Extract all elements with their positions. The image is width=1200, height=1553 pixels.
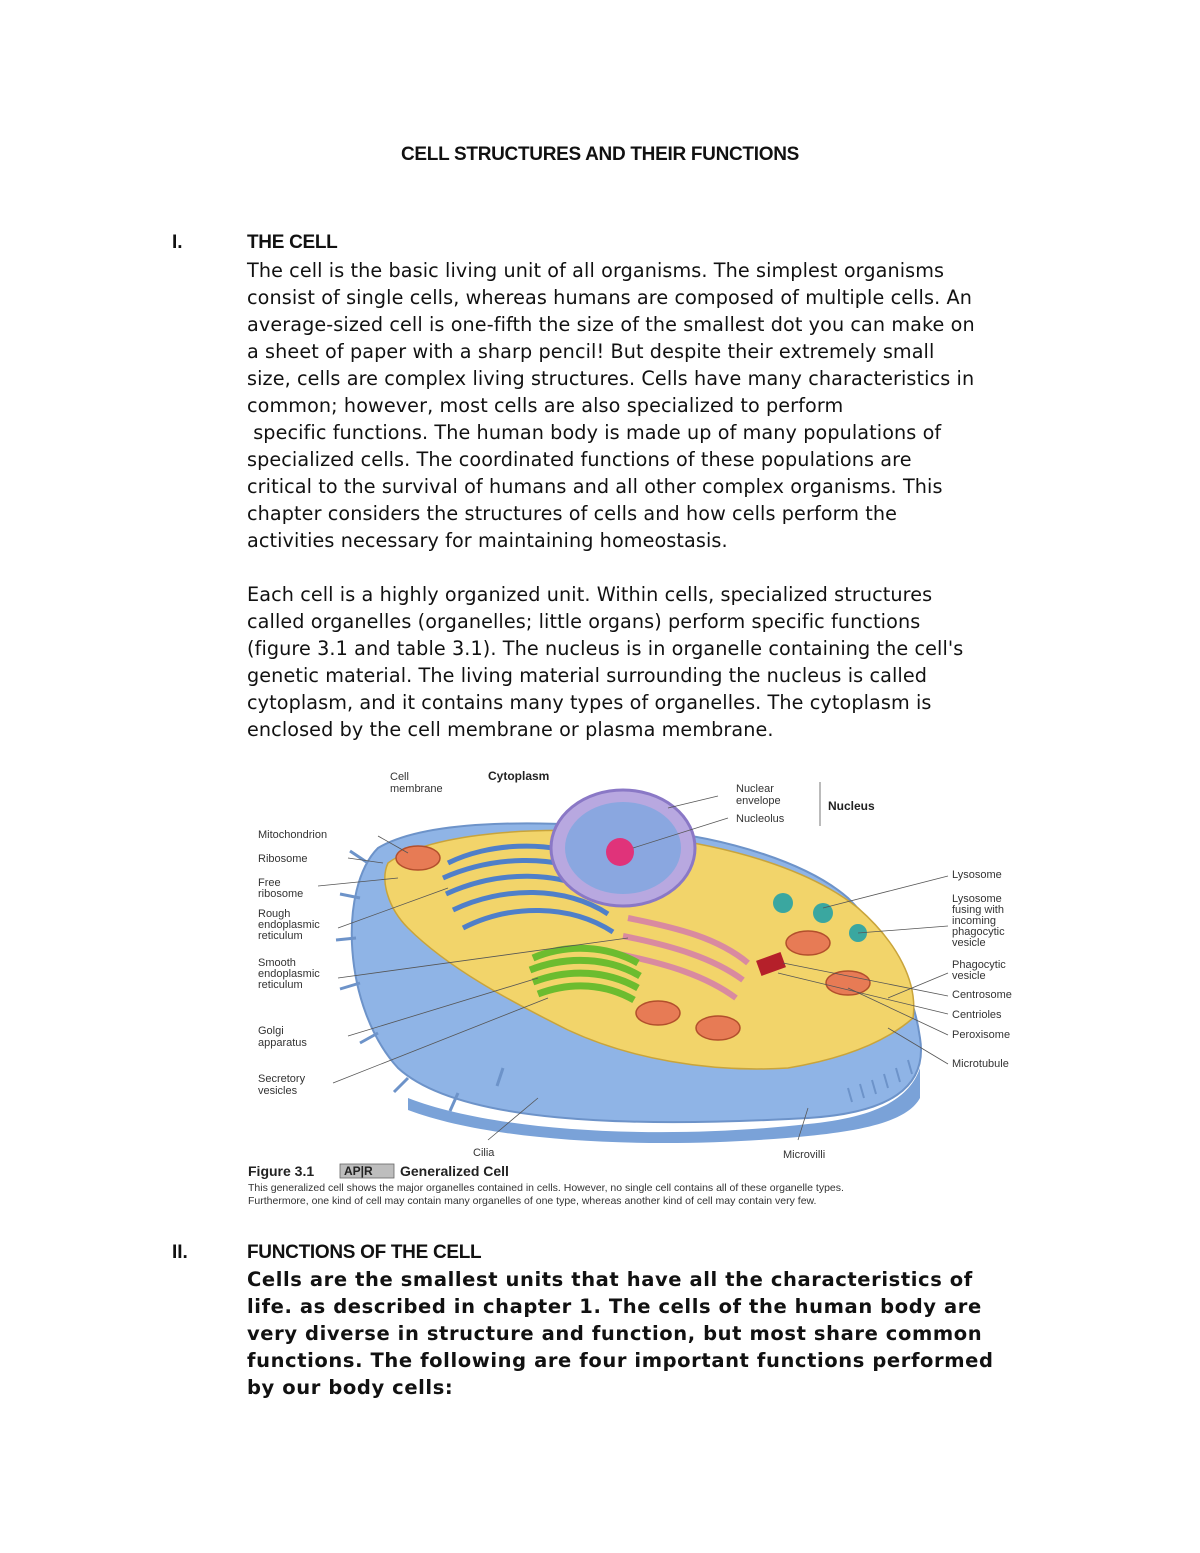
text-line: cytoplasm, and it contains many types of organelles. The cytoplasm is <box>247 691 932 714</box>
label-nucleolus: Nucleolus <box>736 813 785 825</box>
section-1-heading: THE CELL <box>247 232 338 253</box>
label-cell: Cell <box>390 771 409 783</box>
figure-number: Figure 3.1 <box>248 1163 315 1179</box>
label-microvilli: Microvilli <box>783 1149 826 1161</box>
lysosome-shape <box>773 893 793 913</box>
text-line: (figure 3.1 and table 3.1). The nucleus is in organelle containing the cell's <box>247 637 964 660</box>
label-golgi: Golgi <box>258 1025 284 1037</box>
section-1-number: I. <box>172 232 183 253</box>
text-line: Each cell is a highly organized unit. Within cells, specialized structures <box>247 583 933 606</box>
label-centrosome: Centrosome <box>952 989 1012 1001</box>
label-envelope: envelope <box>736 795 781 807</box>
label-cilia: Cilia <box>473 1147 495 1159</box>
text-line: life. as described in chapter 1. The cells of the human body are <box>247 1295 982 1318</box>
nucleolus-shape <box>606 838 634 866</box>
text-line: specific functions. The human body is made up of many populations of <box>247 421 942 444</box>
mitochondrion-shape <box>826 971 870 995</box>
label-vesicles: vesicles <box>258 1085 298 1097</box>
label-peroxisome: Peroxisome <box>952 1029 1011 1041</box>
text-line: chapter considers the structures of cells and how cells perform the <box>247 502 898 525</box>
text-line: called organelles (organelles; little organs) perform specific functions <box>247 610 921 633</box>
label-ribosome: Ribosome <box>258 853 308 865</box>
text-line: specialized cells. The coordinated functions of these populations are <box>247 448 912 471</box>
label-endoplasmic: endoplasmic <box>258 919 320 931</box>
mitochondrion-shape <box>696 1016 740 1040</box>
label-smooth: Smooth <box>258 957 296 969</box>
text-line: by our body cells: <box>247 1376 454 1399</box>
figure-caption-line: This generalized cell shows the major organelles contained in cells. However, no single cell contains all of these organelle types. <box>248 1182 844 1194</box>
section-2-number: II. <box>172 1242 188 1263</box>
label-vesicle-2: vesicle <box>952 970 986 982</box>
section-2-paragraph <box>247 1266 1077 1401</box>
label-lysosome-2: Lysosome <box>952 893 1002 905</box>
text-line: common; however, most cells are also specialized to perform <box>247 394 844 417</box>
label-phagocytic-2: Phagocytic <box>952 959 1006 971</box>
label-free: Free <box>258 877 281 889</box>
label-nucleus: Nucleus <box>828 799 875 813</box>
text-line: a sheet of paper with a sharp pencil! But despite their extremely small <box>247 340 935 363</box>
apr-badge-text: AP|R <box>344 1164 373 1178</box>
text-line: activities necessary for maintaining homeostasis. <box>247 529 728 552</box>
label-lysosome: Lysosome <box>952 869 1002 881</box>
mitochondrion-shape <box>636 1001 680 1025</box>
section-1-paragraph-1 <box>247 257 1077 554</box>
label-endoplasmic-2: endoplasmic <box>258 968 320 980</box>
cell-diagram-figure <box>248 768 1060 1208</box>
section-1-paragraph-2 <box>247 581 1077 743</box>
label-membrane: membrane <box>390 783 443 795</box>
text-line: size, cells are complex living structures. Cells have many characteristics in <box>247 367 975 390</box>
text-line: very diverse in structure and function, but most share common <box>247 1322 983 1345</box>
text-line: The cell is the basic living unit of all organisms. The simplest organisms <box>247 259 945 282</box>
label-nuclear: Nuclear <box>736 783 774 795</box>
mitochondrion-shape <box>786 931 830 955</box>
label-cytoplasm: Cytoplasm <box>488 769 550 783</box>
label-fusing-with: fusing with <box>952 904 1004 916</box>
label-vesicle: vesicle <box>952 937 986 949</box>
text-line: enclosed by the cell membrane or plasma membrane. <box>247 718 774 741</box>
text-line: Cells are the smallest units that have all the characteristics of <box>247 1268 973 1291</box>
text-line: functions. The following are four important functions performed <box>247 1349 994 1372</box>
label-apparatus: apparatus <box>258 1037 307 1049</box>
text-line: consist of single cells, whereas humans are composed of multiple cells. An <box>247 286 972 309</box>
label-rough: Rough <box>258 908 291 920</box>
label-secretory: Secretory <box>258 1073 306 1085</box>
text-line: average-sized cell is one-fifth the size of the smallest dot you can make on <box>247 313 975 336</box>
label-reticulum-2: reticulum <box>258 979 303 991</box>
figure-title: Generalized Cell <box>400 1163 509 1179</box>
section-2-heading: FUNCTIONS OF THE CELL <box>247 1242 482 1263</box>
page-title: CELL STRUCTURES AND THEIR FUNCTIONS <box>400 144 799 165</box>
label-centrioles: Centrioles <box>952 1009 1002 1021</box>
figure-caption-line: Furthermore, one kind of cell may contain many organelles of one type, whereas another kind of cell may contain very few. <box>248 1195 817 1207</box>
label-mitochondrion: Mitochondrion <box>258 829 328 841</box>
label-phagocytic: phagocytic <box>952 926 1005 938</box>
label-ribosome-2: ribosome <box>258 888 304 900</box>
text-line: critical to the survival of humans and all other complex organisms. This <box>247 475 943 498</box>
text-line: genetic material. The living material surrounding the nucleus is called <box>247 664 928 687</box>
label-reticulum: reticulum <box>258 930 303 942</box>
label-incoming: incoming <box>952 915 997 927</box>
label-microtubule: Microtubule <box>952 1058 1009 1070</box>
